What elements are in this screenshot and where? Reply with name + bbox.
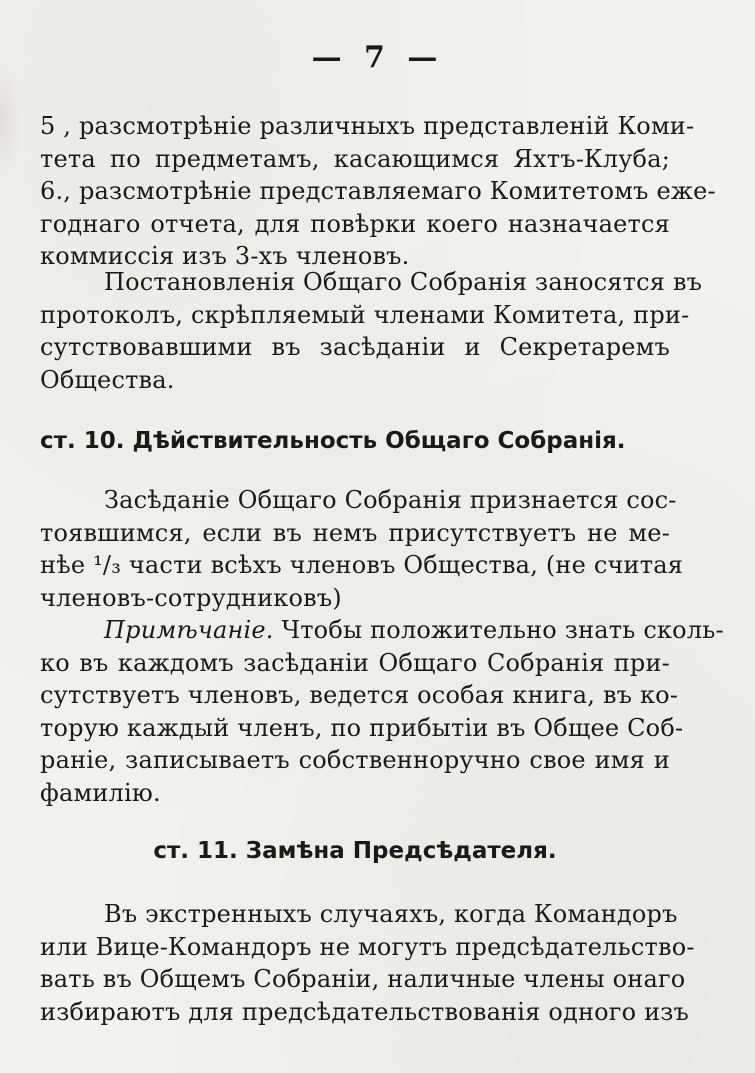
text-line: ко въ каждомъ засѣданіи Общаго Собранія при- bbox=[40, 648, 670, 677]
paragraph-1 bbox=[40, 110, 716, 273]
text-line: Засѣданіе Общаго Собранія признается сос- bbox=[104, 486, 677, 514]
text-line: нѣе ¹/₃ части всѣхъ членовъ Общества, (не считая bbox=[40, 551, 684, 579]
text-line: Общества. bbox=[40, 365, 175, 394]
text-line: коммиссія изъ 3-хъ членовъ. bbox=[40, 242, 410, 270]
paragraph-2 bbox=[40, 266, 703, 396]
paragraph-4-note bbox=[40, 614, 724, 809]
text-line: избираютъ для предсѣдательствованія одного изъ bbox=[40, 997, 690, 1026]
text-line: протоколъ, скрѣпляемый членами Комитета, при- bbox=[40, 300, 690, 329]
text-line: членовъ-сотрудниковъ) bbox=[40, 583, 342, 612]
text-line: годнаго отчета, для повѣрки коего назначается bbox=[40, 209, 670, 238]
note-label: Примѣчаніе. bbox=[104, 616, 274, 644]
section-heading-10: ст. 10. Дѣйствительность Общаго Собранія. bbox=[40, 428, 626, 454]
page-number: — 7 — bbox=[311, 40, 444, 75]
text-line: тоявшимся, если въ немъ присутствуетъ не ме- bbox=[40, 518, 670, 547]
text-line: сутствуетъ членовъ, ведется особая книга, въ ко- bbox=[40, 681, 679, 709]
text-line: раніе, записываетъ собственноручно свое имя и bbox=[40, 746, 670, 774]
text-line: 6., разсмотрѣніе представляемаго Комитетомъ еже- bbox=[40, 177, 716, 205]
text-line: Постановленія Общаго Собранія заносятся въ bbox=[104, 268, 703, 296]
text-line: Въ экстренныхъ случаяхъ, когда Командоръ bbox=[104, 900, 678, 928]
note-first-line-text: Чтобы положительно знать сколь- bbox=[281, 616, 724, 644]
text-line: или Вице-Командоръ не могутъ предсѣдательство- bbox=[40, 932, 695, 961]
section-heading-11: ст. 11. Замѣна Предсѣдателя. bbox=[153, 838, 557, 864]
text-line: вать въ Общемъ Собраніи, наличные члены онаго bbox=[40, 965, 686, 993]
paper-stain bbox=[0, 60, 22, 180]
text-line: 5 , разсмотрѣніе различныхъ представленій Коми- bbox=[40, 112, 695, 140]
paragraph-3 bbox=[40, 484, 684, 614]
note-first-line bbox=[40, 614, 724, 647]
text-line: торую каждый членъ, по прибытіи въ Общее Соб- bbox=[40, 713, 684, 742]
text-line: сутствовавшими въ засѣданіи и Секретаремъ bbox=[40, 333, 670, 361]
paragraph-5 bbox=[40, 898, 695, 1028]
text-line: тета по предметамъ, касающимся Яхтъ-Клуба; bbox=[40, 144, 670, 173]
text-line: фамилію. bbox=[40, 778, 161, 807]
